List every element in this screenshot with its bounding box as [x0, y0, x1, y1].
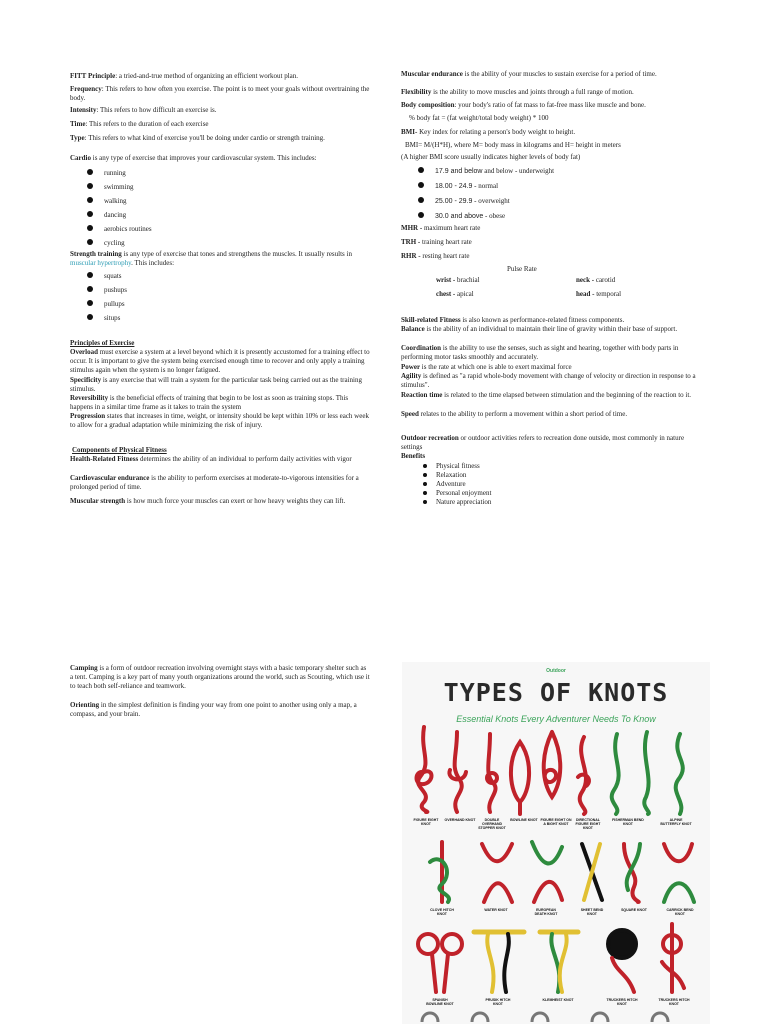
list-item: 30.0 and above - obese — [401, 209, 701, 224]
pulse-rate-title: Pulse Rate — [507, 265, 537, 273]
strength-list — [70, 269, 370, 325]
strength-def: Strength training is any type of exercise that tones and strengthens the muscles. It usually results in muscular hypertrophy. This includes: — [70, 250, 352, 267]
flexibility-def: Flexibility is the ability to move muscles and joints through a full range of motion. — [401, 88, 634, 96]
knot-label: OVERHAND KNOT — [444, 818, 476, 822]
knot-label: FIGURE EIGHT KNOT — [413, 818, 439, 826]
bmi-note: (A higher BMI score usually indicates higher levels of body fat) — [401, 153, 581, 161]
mhr-def: MHR - maximum heart rate — [401, 224, 481, 232]
time-def: Time: This refers to the duration of each exercise — [70, 120, 209, 128]
cardiovascular-def: Cardiovascular endurance is the ability to perform exercises at moderate-to-vigorous intensities for a prolonged period of time. — [70, 474, 359, 491]
list-item: cycling — [70, 236, 370, 250]
knot-row-3 — [418, 924, 684, 992]
bmi-ranges-list — [401, 164, 701, 224]
knot-label: FISHERMAN BEND KNOT — [612, 818, 644, 826]
knots-poster-image — [402, 662, 710, 1024]
agility-def: Agility is defined as "a rapid whole-body movement with change of velocity or direction in response to a stimulus". — [401, 372, 696, 389]
knot-label: TRUCKERS HITCH KNOT — [606, 998, 638, 1006]
components-heading: Components of Physical Fitness — [72, 446, 167, 454]
list-item: pushups — [70, 283, 370, 297]
frequency-def: Frequency: This refers to how often you exercise. The point is to meet your goals without overtraining the body. — [70, 85, 370, 102]
carabiners — [422, 1013, 668, 1022]
knot-label: SQUARE KNOT — [621, 908, 647, 912]
bmi-def: BMI- Key index for relating a person's body weight to height. — [401, 128, 576, 136]
list-item: swimming — [70, 180, 370, 194]
list-item: squats — [70, 269, 370, 283]
knot-label: TRUCKERS HITCH KNOT — [658, 998, 690, 1006]
list-item: Nature appreciation — [402, 498, 662, 507]
list-item: 18.00 - 24.9 - normal — [401, 179, 701, 194]
list-item: situps — [70, 311, 370, 325]
cardio-list — [70, 166, 370, 250]
knot-label: CARRICK BEND KNOT — [666, 908, 694, 916]
pulse-chest: chest - apical — [436, 290, 474, 298]
outdoor-recreation-def: Outdoor recreation or outdoor activities refers to recreation done outside, most commonly in nature settings — [401, 434, 685, 451]
list-item: running — [70, 166, 370, 180]
health-related-def: Health-Related Fitness determines the ability of an individual to perform daily activities with vigor — [70, 455, 352, 463]
reaction-def: Reaction time is related to the time elapsed between stimulation and the beginning of the reaction to it. — [401, 391, 692, 399]
knot-label: CLOVE HITCH KNOT — [430, 908, 454, 916]
trh-def: TRH - training heart rate — [401, 238, 472, 246]
pulse-neck: neck - carotid — [576, 276, 616, 284]
knot-label: SHEET BEND KNOT — [580, 908, 604, 916]
hypertrophy-link[interactable]: muscular hypertrophy — [70, 259, 132, 267]
knot-label: FIGURE EIGHT ON A BIGHT KNOT — [540, 818, 572, 826]
knot-row-1 — [417, 727, 561, 814]
body-composition-def: Body composition: your body's ratio of fat mass to fat-free mass like muscle and bone. — [401, 101, 646, 109]
knot-row-1-green — [612, 732, 683, 814]
overload-def: Overload must exercise a system at a level beyond which it is presently accustomed for a training effect to occur. It is important to give the system being exercised enough time to recover and only apply a training stimulus again when the system is no longer fatigued. — [70, 348, 370, 374]
progression-def: Progression states that increases in time, weight, or intensity should be kept within 10% or less each week to allow for a gradual adaptation while minimizing the risk of injury. — [70, 412, 369, 429]
list-item: 25.00 - 29.9 - overweight — [401, 194, 701, 209]
cardio-def: Cardio is any type of exercise that improves your cardiovascular system. This includes: — [70, 154, 317, 162]
list-item: aerobics routines — [70, 222, 370, 236]
principles-heading: Principles of Exercise — [70, 339, 135, 347]
knot-label: DOUBLE OVERHAND STOPPER KNOT — [478, 818, 506, 830]
pulse-wrist: wrist - brachial — [436, 276, 480, 284]
knot-label: SPANISH BOWLINE KNOT — [426, 998, 454, 1006]
intensity-def: Intensity: This refers to how difficult an exercise is. — [70, 106, 217, 114]
knot-row-2 — [430, 842, 694, 902]
knot-label: EUROPEAN DEATH KNOT — [534, 908, 558, 916]
coordination-def: Coordination is the ability to use the senses, such as sight and hearing, together with body parts in performing motor tasks smoothly and accurately. — [401, 344, 679, 361]
power-def: Power is the rate at which one is able to exert maximal force — [401, 363, 572, 371]
speed-def: Speed relates to the ability to perform a movement within a short period of time. — [401, 410, 628, 418]
muscular-endurance-def: Muscular endurance is the ability of your muscles to sustain exercise for a period of time. — [401, 70, 657, 78]
list-item: walking — [70, 194, 370, 208]
list-item: Adventure — [402, 480, 662, 489]
specificity-def: Specificity is any exercise that will train a system for the particular task being carried out as the training stimulus. — [70, 376, 362, 393]
benefits-label: Benefits — [401, 452, 426, 460]
balance-def: Balance is the ability of an individual to maintain their line of gravity within their base of support. — [401, 325, 678, 333]
poster-title: TYPES OF KNOTS — [443, 678, 669, 707]
knots-illustration — [402, 662, 710, 1024]
knot-label: ALPINE BUTTERFLY KNOT — [660, 818, 692, 826]
type-def: Type: This refers to what kind of exercise you'll be doing under cardio or strength training. — [70, 134, 325, 142]
knot-label: KLEMHEIST KNOT — [542, 998, 574, 1002]
benefits-list — [402, 462, 662, 507]
knot-label: DIRECTIONAL FIGURE EIGHT KNOT — [575, 818, 601, 830]
reversibility-def: Reversibility is the beneficial effects of training that begin to be lost as soon as training stops. This happens in a similar time frame as it takes to train the system — [70, 394, 349, 411]
list-item: pullups — [70, 297, 370, 311]
knot-label: WATER KNOT — [484, 908, 508, 912]
body-fat-formula: % body fat = (fat weight/total body weight) * 100 — [409, 114, 549, 122]
poster-subtitle: Essential Knots Every Adventurer Needs To Know — [456, 714, 656, 724]
knot-label: PRUSIK HITCH KNOT — [485, 998, 511, 1006]
list-item: Physical fitness — [402, 462, 662, 471]
orienting-def: Orienting in the simplest definition is finding your way from one point to another using only a map, a compass, and your brain. — [70, 701, 357, 718]
pulse-head: head - temporal — [576, 290, 622, 298]
muscular-strength-def: Muscular strength is how much force your muscles can exert or how heavy weights they can lift. — [70, 497, 346, 505]
list-item: 17.9 and below and below - underweight — [401, 164, 701, 179]
rhr-def: RHR - resting heart rate — [401, 252, 470, 260]
list-item: Personal enjoyment — [402, 489, 662, 498]
bmi-formula: BMI= M/(H*H), where M= body mass in kilograms and H= height in meters — [405, 141, 621, 149]
skill-related-def: Skill-related Fitness is also known as performance-related fitness components. — [401, 316, 625, 324]
brand-logo: Outdoor — [546, 668, 566, 674]
camping-def: Camping is a form of outdoor recreation involving overnight stays with a basic temporary shelter such as a tent. Camping is a key part of many youth organizations around the world, such as Scouting, which use it to teach both self-reliance and teamwork. — [70, 664, 370, 690]
list-item: Relaxation — [402, 471, 662, 480]
knot-label: BOWLINE KNOT — [510, 818, 538, 822]
list-item: dancing — [70, 208, 370, 222]
fitt-principle: FITT Principle: a tried-and-true method of organizing an efficient workout plan. — [70, 72, 299, 80]
